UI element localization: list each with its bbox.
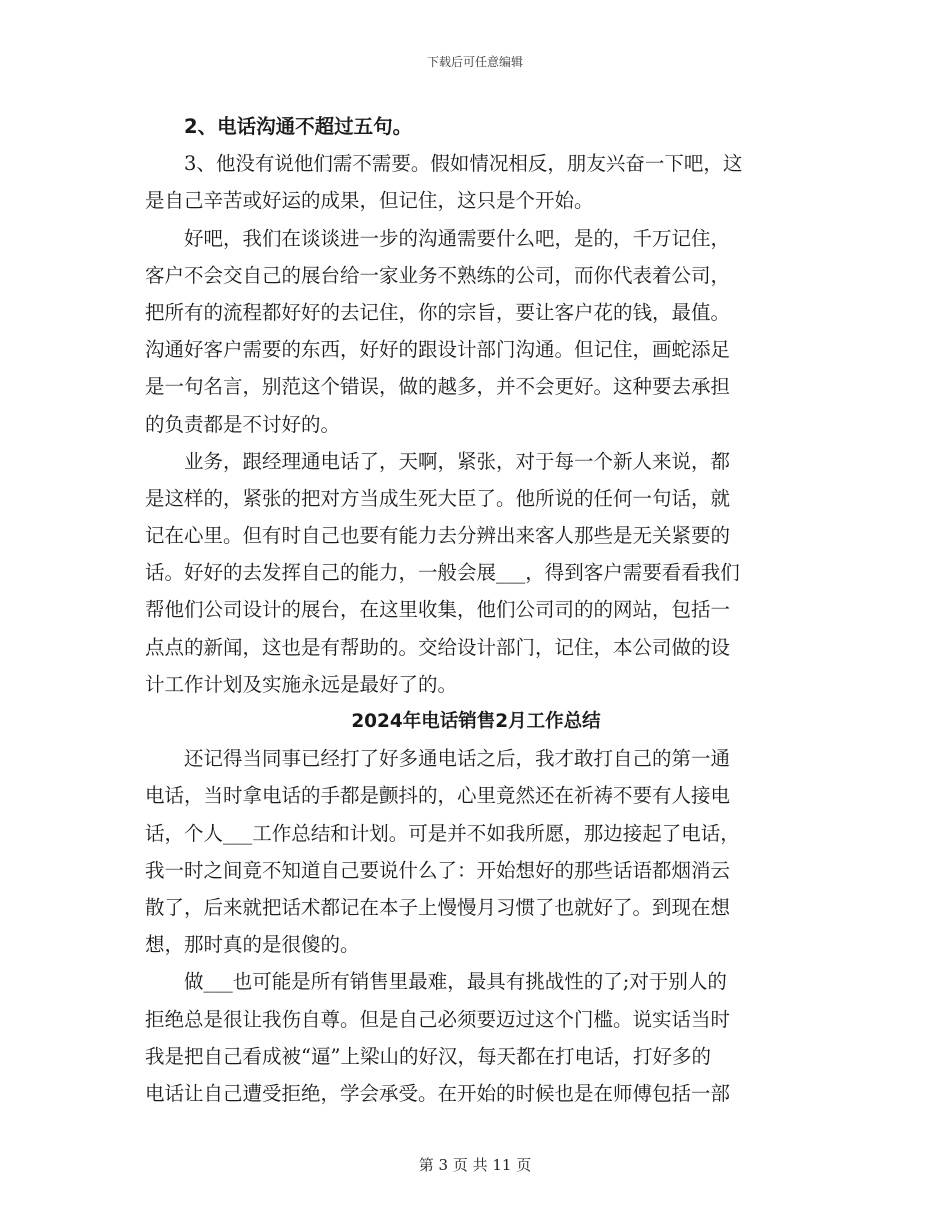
section-title: 2024年电话销售2月工作总结 — [351, 711, 601, 732]
paragraph-line: 我是把自己看成被“逼”上梁山的好汉，每天都在打电话，打好多的 — [145, 1044, 711, 1068]
paragraph-line: 3、他没有说他们需不需要。假如情况相反，朋友兴奋一下吧，这 — [184, 152, 743, 176]
paragraph-line: 好吧，我们在谈谈进一步的沟通需要什么吧，是的，千万记住， — [184, 226, 731, 250]
paragraph-line: 是这样的，紧张的把对方当成生死大臣了。他所说的任何一句话，就 — [145, 486, 731, 510]
paragraph-line: 还记得当同事已经打了好多通电话之后，我才敢打自己的第一通 — [184, 747, 731, 771]
paragraph-line: 是一句名言，别范这个错误，做的越多，并不会更好。这种要去承担 — [145, 375, 731, 399]
paragraph-line: 电话让自己遭受拒绝，学会承受。在开始的时候也是在师傅包括一部 — [145, 1081, 731, 1105]
paragraph-line: 计工作计划及实施永远是最好了的。 — [145, 672, 458, 696]
header-note: 下载后可任意编辑 — [426, 55, 523, 69]
paragraph-line: 拒绝总是很让我伤自尊。但是自己必须要迈过这个门槛。说实话当时 — [145, 1007, 731, 1031]
paragraph-line: 散了，后来就把话术都记在本子上慢慢月习惯了也就好了。到现在想 — [145, 895, 731, 919]
paragraph-line: 客户不会交自己的展台给一家业务不熟练的公司，而你代表着公司， — [145, 263, 731, 287]
paragraph-line: 话。好好的去发挥自己的能力，一般会展___，得到客户需要看看我们 — [145, 561, 740, 585]
paragraph-line: 我一时之间竟不知道自己要说什么了：开始想好的那些话语都烟消云 — [145, 858, 731, 882]
document-body — [145, 108, 807, 1112]
paragraph-line: 做___也可能是所有销售里最难，最具有挑战性的了;对于别人的 — [184, 970, 727, 994]
paragraph-line: 帮他们公司设计的展台，在这里收集，他们公司司的的网站，包括一 — [145, 598, 731, 622]
paragraph-line: 想，那时真的是很傻的。 — [145, 933, 360, 957]
paragraph-line: 沟通好客户需要的东西，好好的跟设计部门沟通。但记住，画蛇添足 — [145, 338, 731, 362]
paragraph-line: 点点的新闻，这也是有帮助的。交给设计部门，记住，本公司做的设 — [145, 635, 731, 659]
paragraph-line: 电话，当时拿电话的手都是颤抖的，心里竟然还在祈祷不要有人接电 — [145, 784, 731, 808]
paragraph-line: 把所有的流程都好好的去记住，你的宗旨，要让客户花的钱，最值。 — [145, 300, 731, 324]
paragraph-line: 的负责都是不讨好的。 — [145, 412, 341, 436]
list-item-2: 2、电话沟通不超过五句。 — [184, 115, 413, 138]
paragraph-line: 业务，跟经理通电话了，天啊，紧张，对于每一个新人来说，都 — [184, 449, 731, 473]
page-number: 第 3 页 共 11 页 — [418, 1156, 532, 1174]
paragraph-line: 记在心里。但有时自己也要有能力去分辨出来客人那些是无关紧要的 — [145, 524, 731, 548]
paragraph-line: 是自己辛苦或好运的成果，但记住，这只是个开始。 — [145, 189, 594, 213]
paragraph-line: 话，个人___工作总结和计划。可是并不如我所愿，那边接起了电话， — [145, 821, 740, 845]
